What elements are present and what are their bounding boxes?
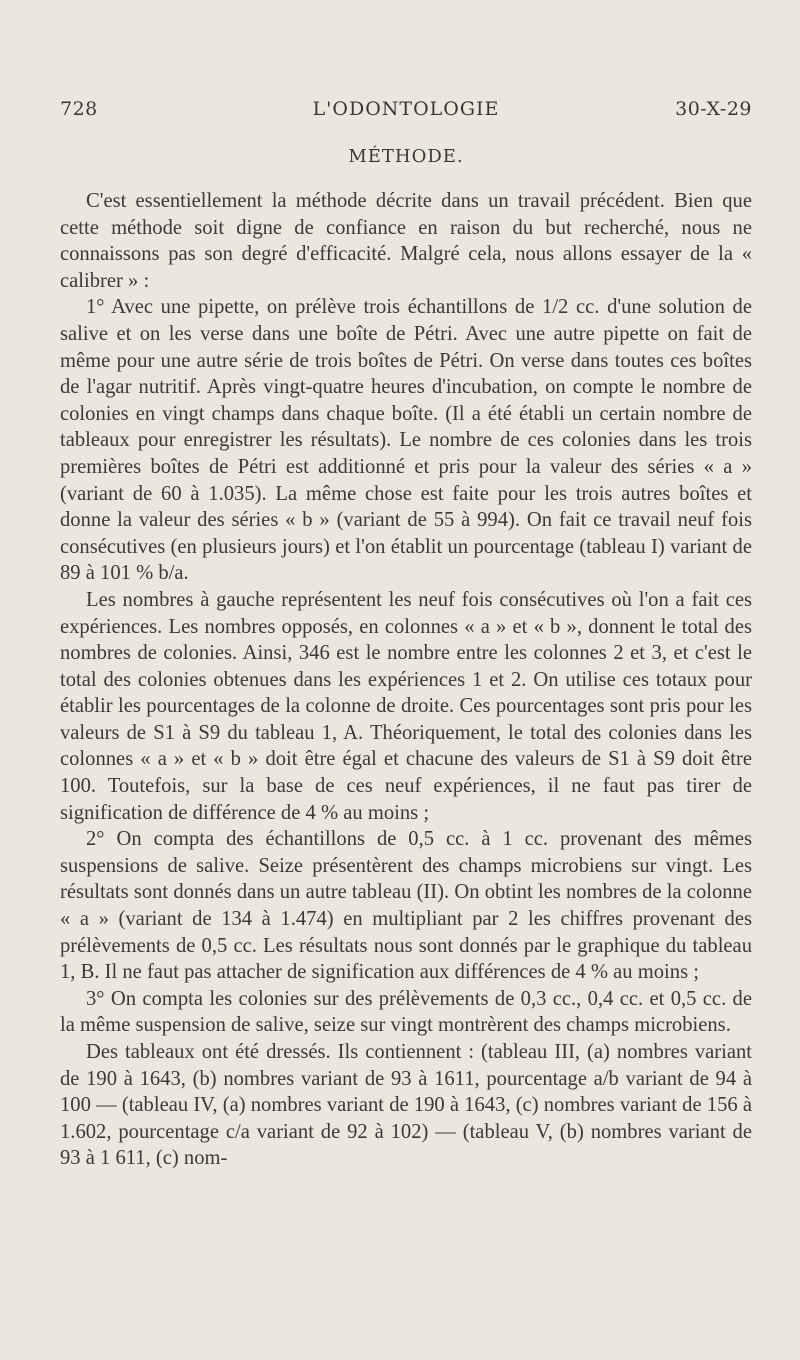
paragraph: Les nombres à gauche représentent les neuf fois consécutives où l'on a fait ces expériences. Les nombres opposés, en colonnes « a » et « b », donnent le total des nombres de colonies. Ainsi, 346 est le nombre entre les colonnes 2 et 3, et c'est le total des colonies obtenues dans les expériences 1 et 2. On utilise ces totaux pour établir les pourcentages de la colonne de droite. Ces pourcentages sont pris pour les valeurs de S1 à S9 du tableau 1, A. Théoriquement, le total des colonies dans les colonnes « a » et « b » doit être égal et chacune des valeurs de S1 à S9 doit être 100. Toutefois, sur la base de ces neuf expériences, il ne faut pas tirer de signification de différence de 4 % au moins ; — [60, 588, 752, 824]
journal-title: L'ODONTOLOGIE — [312, 98, 500, 120]
page-number: 728 — [60, 98, 98, 120]
paragraph: C'est essentiellement la méthode décrite dans un travail précédent. Bien que cette méthode soit digne de confiance en raison du but recherché, nous ne connaissons pas son degré d'efficacité. Malgré cela, nous allons essayer de la « calibrer » : — [60, 190, 752, 292]
article-body — [60, 188, 752, 1172]
issue-date: 30-X-29 — [675, 98, 752, 120]
paragraph: 2° On compta des échantillons de 0,5 cc. à 1 cc. provenant des mêmes suspensions de salive. Seize présentèrent des champs microbiens sur vingt. Les résultats sont donnés dans un autre tableau (II). On obtint les nombres de la colonne « a » (variant de 134 à 1.474) en multipliant par 2 les chiffres provenant des prélèvements de 0,5 cc. Les résultats nous sont donnés par le graphique du tableau 1, B. Il ne faut pas attacher de signification aux différences de 4 % au moins ; — [60, 828, 752, 984]
section-title: MÉTHODE. — [348, 146, 464, 167]
paragraph: 3° On compta les colonies sur des prélèvements de 0,3 cc., 0,4 cc. et 0,5 cc. de la même suspension de salive, seize sur vingt montrèrent des champs microbiens. — [60, 987, 752, 1037]
running-header — [60, 98, 752, 126]
paragraph: 1° Avec une pipette, on prélève trois échantillons de 1/2 cc. d'une solution de salive et on les verse dans une boîte de Pétri. Avec une autre pipette on fait de même pour une autre série de trois boîtes de Pétri. On verse dans toutes ces boîtes de l'agar nutritif. Après vingt-quatre heures d'incubation, on compte le nombre de colonies en vingt champs dans chaque boîte. (Il a été établi un certain nombre de tableaux pour enregistrer les résultats). Le nombre de ces colonies dans les trois premières boîtes de Pétri est additionné et pris pour la valeur des séries « a » (variant de 60 à 1.035). La même chose est faite pour les trois autres boîtes et donne la valeur des séries « b » (variant de 55 à 994). On fait ce travail neuf fois consécutives (en plusieurs jours) et l'on établit un pourcentage (tableau I) variant de 89 à 101 % b/a. — [60, 296, 752, 585]
paragraph: Des tableaux ont été dressés. Ils contiennent : (tableau III, (a) nombres variant de 190 à 1643, (b) nombres variant de 93 à 1611, pourcentage a/b variant de 94 à 100 — (tableau IV, (a) nombres variant de 190 à 1643, (c) nombres variant de 156 à 1.602, pourcentage c/a variant de 92 à 102) — (tableau V, (b) nombres variant de 93 à 1 611, (c) nom- — [60, 1041, 752, 1170]
